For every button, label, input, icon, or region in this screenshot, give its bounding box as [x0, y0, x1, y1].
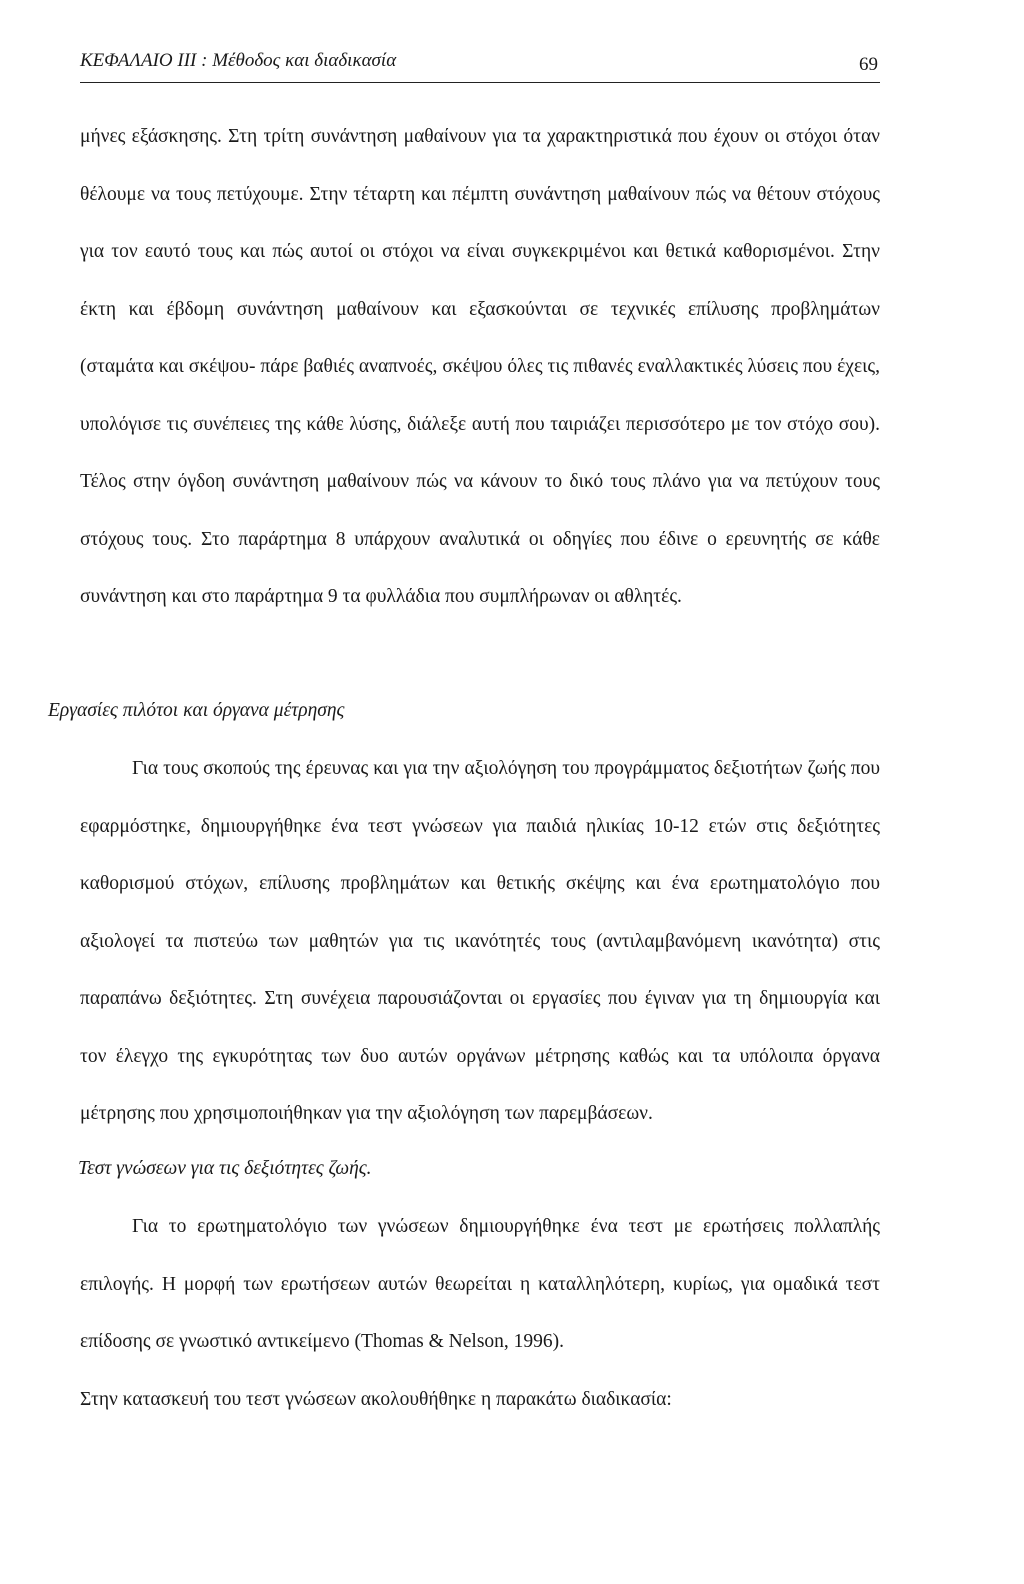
page-header: [80, 48, 880, 83]
chapter-title: ΚΕΦΑΛΑΙΟ ΙΙΙ : Μέθοδος και διαδικασία: [80, 50, 397, 71]
paragraph-1: μήνες εξάσκησης. Στη τρίτη συνάντηση μαθαίνουν για τα χαρακτηριστικά που έχουν οι στόχοι όταν θέλουμε να τους πετύχουμε. Στην τέταρτη και πέμπτη συνάντηση μαθαίνουν πώς να θέτουν στόχους για τον εαυτό τους και πώς αυτοί οι στόχοι να είναι συγκεκριμένοι και θετικά καθορισμένοι. Στην έκτη και έβδομη συνάντηση μαθαίνουν και εξασκούνται σε τεχνικές επίλυσης προβλημάτων (σταμάτα και σκέψου- πάρε βαθιές αναπνοές, σκέψου όλες τις πιθανές εναλλακτικές λύσεις που έχεις, υπολόγισε τις συνέπειες της κάθε λύσης, διάλεξε αυτή που ταιριάζει περισσότερο με τον στόχο σου). Τέλος στην όγδοη συνάντηση μαθαίνουν πώς να κάνουν το δικό τους πλάνο για να πετύχουν τους στόχους τους. Στο παράρτημα 8 υπάρχουν αναλυτικά οι οδηγίες που έδινε ο ερευνητής σε κάθε συνάντηση και στο παράρτημα 9 τα φυλλάδια που συμπλήρωναν οι αθλητές.: [80, 126, 880, 607]
paragraph-2: Για τους σκοπούς της έρευνας και για την αξιολόγηση του προγράμματος δεξιοτήτων ζωής που εφαρμόστηκε, δημιουργήθηκε ένα τεστ γνώσεων για παιδιά ηλικίας 10-12 ετών στις δεξιότητες καθορισμού στόχων, επίλυσης προβλημάτων και θετικής σκέψης και ένα ερωτηματολόγιο που αξιολογεί τα πιστεύω των μαθητών για τις ικανότητές τους (αντιλαμβανόμενη ικανότητα) στις παραπάνω δεξιότητες. Στη συνέχεια παρουσιάζονται οι εργασίες που έγιναν για τη δημιουργία και τον έλεγχο της εγκυρότητας των δυο αυτών οργάνων μέτρησης καθώς και τα υπόλοιπα όργανα μέτρησης που χρησιμοποιήθηκαν για την αξιολόγηση των παρεμβάσεων.: [80, 758, 880, 1124]
paragraph-4: Στην κατασκευή του τεστ γνώσεων ακολουθήθηκε η παρακάτω διαδικασία:: [80, 1388, 672, 1410]
section-heading-pilot-works: Εργασίες πιλότοι και όργανα μέτρησης: [48, 700, 345, 721]
section-heading-knowledge-test: Τεστ γνώσεων για τις δεξιότητες ζωής.: [78, 1158, 372, 1179]
body-block-3: [80, 1198, 880, 1428]
page-number: 69: [859, 54, 878, 75]
paragraph-3: Για το ερωτηματολόγιο των γνώσεων δημιουργήθηκε ένα τεστ με ερωτήσεις πολλαπλής επιλογής. Η μορφή των ερωτήσεων αυτών θεωρείται η καταλληλότερη, κυρίως, για ομαδικά τεστ επίδοσης σε γνωστικό αντικείμενο (Thomas & Nelson, 1996).: [80, 1216, 880, 1352]
body-block-1: [80, 108, 880, 626]
body-block-2: [80, 740, 880, 1143]
